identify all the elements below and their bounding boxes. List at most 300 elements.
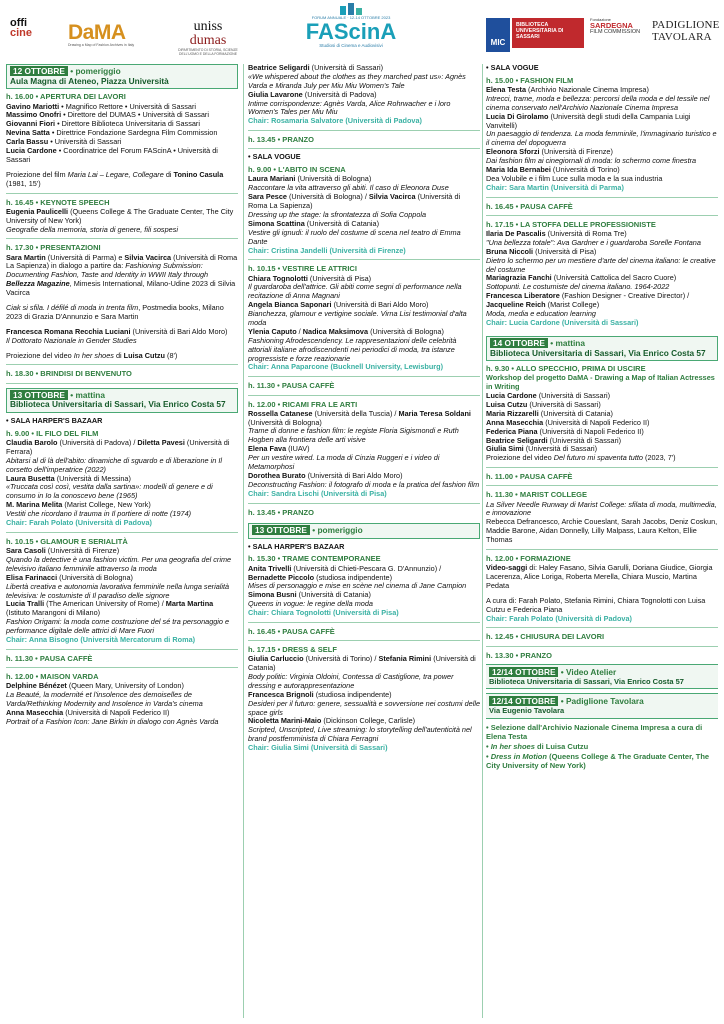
separator (486, 215, 718, 216)
speaker-affiliation: (Università di Padova) (302, 89, 377, 99)
speaker-affiliation: (Università di Napoli Federico II) (63, 707, 170, 717)
speaker-affiliation: (Università Cattolica del Sacro Cuore) (551, 273, 677, 283)
speaker-line (248, 655, 480, 673)
room-name: • SALA VOGUE (248, 152, 301, 162)
fascina-logo (296, 2, 406, 48)
session-title: h. 9.00 • IL FILO DEL FILM (6, 428, 99, 438)
uniss-logo-text: uniss (193, 19, 223, 34)
talk-title: Libertà creativa e autonomia lavorativa femminile nella lunga serialità televisiva: le costumiste di Il paradiso delle signore (6, 581, 230, 600)
separator (486, 485, 718, 486)
speaker-name: Ylenia Caputo (248, 326, 297, 336)
session-title: h. 11.30 • MARIST COLLEGE (486, 490, 587, 500)
talk-title: Raccontare la vita attraverso gli abiti. Il caso di Eleonora Duse (248, 183, 449, 193)
speaker-line (6, 254, 238, 298)
book-title: Bellezza Magazine (6, 279, 70, 289)
director-name: Luisa Cutzu (123, 350, 166, 360)
speaker-name: Massimo Onofri (6, 110, 62, 120)
padiglione-tavolara-logo (652, 20, 720, 43)
speaker-name: Eleonora Sforzi (486, 147, 540, 157)
speaker-name: Nevina Satta (6, 128, 50, 138)
session-title: h. 17.30 • PRESENTAZIONI (6, 243, 101, 253)
officine-logo (10, 18, 50, 39)
session-maison-varda-cont (248, 64, 480, 126)
session-title: h. 13.45 • PRANZO (248, 507, 314, 517)
separator (6, 238, 238, 239)
text: (Università di Padova) / (57, 438, 138, 448)
talk-title: Il Dottorato Nazionale in Gender Studies (6, 335, 137, 345)
session-vestire-attrici (248, 264, 480, 372)
speaker-affiliation: (Università di Firenze) (539, 147, 613, 157)
day-header (6, 388, 238, 413)
speaker-name: Nicoletta Marini-Maio (248, 716, 322, 726)
session-ricami (248, 400, 480, 499)
video-title: Dress in Motion (490, 752, 547, 762)
talk-title: Un paesaggio di tendenza. La moda femminile, l'immaginario turistico e il cinema del dopoguerra (486, 129, 717, 148)
session-chair: Chair: Sandra Lischi (Università di Pisa) (248, 488, 387, 498)
column-divider (243, 64, 244, 1018)
talk-title: Moda, media e education learning (486, 309, 596, 319)
day-header (486, 336, 718, 361)
program-column-2 (248, 64, 480, 756)
speaker-name: Laura Mariani (248, 174, 296, 184)
text: (Università della Tuscia) / (312, 408, 399, 418)
speaker-name: Lucia Cardone (486, 391, 537, 401)
speaker-name: Anita Trivelli (248, 563, 292, 573)
talk-title: La Silver Needle Runway di Marist College: sfilata di moda, multimedia, e innovazione (486, 499, 717, 518)
book-title: Fashioning Submission: Documenting Fashion, Taste and Identity in WWII Italy through (6, 261, 209, 280)
talk-title: Desideri per il futuro: genere, sessualità e sovversione nei costumi delle space girls (248, 698, 480, 717)
biblioteca-logo-text: BIBLIOTECA UNIVERSITARIA DI SASSARI (516, 22, 564, 40)
text: di (113, 350, 124, 360)
speaker-affiliation: (Università di Bari Aldo Moro) (331, 300, 429, 310)
day-header (248, 523, 480, 539)
session-dress-self (248, 645, 480, 753)
session-chair: Chair: Farah Polato (Università di Padova) (486, 613, 632, 623)
speaker-affiliation: (Marist College, New York) (62, 500, 151, 510)
separator (248, 130, 480, 131)
session-fashion-film (486, 76, 718, 193)
text: (Università di Chieti-Pescara G. D'Annunzio) / (291, 563, 442, 573)
mic-logo (486, 18, 510, 52)
session-title: h. 9.00 • L'ABITO IN SCENA (248, 165, 346, 175)
video-title: In her shoes (73, 350, 114, 360)
text: Proiezione del film (6, 169, 68, 179)
separator (248, 148, 480, 149)
session-stoffa (486, 220, 718, 328)
speaker-name: Silvia Vacirca (368, 192, 416, 202)
speaker-affiliation: (Università di Napoli Federico II) (543, 417, 650, 427)
session-chiusura (486, 632, 718, 641)
text: , Mimesis International, Milano-Udine 2023 di Silvia Vacirca (6, 279, 236, 298)
session-chair: Chair: Cristina Jandelli (Università di Firenze) (248, 245, 406, 255)
padiglione-tavolara-box (486, 693, 718, 719)
session-title: h. 12.00 • FORMAZIONE (486, 554, 571, 563)
talk-title: Abitarsi al di là dell'abito: dinamiche di sguardo e di liberazione in Il corsetto dell'imperatrice (2022) (6, 455, 222, 474)
speaker-affiliation: (Università di Catania) (538, 408, 613, 418)
officine-logo-text-1: offi (10, 17, 28, 29)
session-chair: Chair: Sara Martin (Università di Parma) (486, 182, 624, 192)
session-glamour (6, 537, 238, 645)
talk-title: «We whispered about the clothes as they marched past us»: Agnès Varda e Miranda July per Miu Miu Women's Tale (248, 71, 466, 90)
session-pausa (486, 202, 718, 211)
speaker-name: Maria Ida Bernabei (486, 165, 551, 175)
speaker-affiliation: (Archivio Nazionale Cinema Impresa) (526, 85, 649, 95)
speaker-affiliation: (Università di Torino) (550, 165, 620, 175)
bullet: • (486, 742, 491, 752)
session-maison-varda (6, 672, 238, 727)
talk-title: Il guardaroba dell'attrice. Gli abiti come segni di performance nella recitazione di Anna Magnani (248, 282, 462, 301)
speaker-name: Angela Bianca Saponari (248, 300, 332, 310)
speaker-affiliation: (Università di Sassari) (547, 435, 622, 445)
session-pausa (248, 381, 480, 390)
speaker-line (6, 600, 238, 618)
speaker-line (486, 292, 718, 310)
separator (486, 197, 718, 198)
participants-list: di: Haley Fasano, Silvia Garulli, Doriana Giudice, Giorgia Lacerenza, Alice Loriga, Roberta Merella, Chiara Muscio, Martina Pedata (486, 563, 713, 590)
speaker-name: Video-saggi (486, 563, 528, 573)
separator (248, 395, 480, 396)
speaker-name: Simona Scattina (248, 218, 305, 228)
uniss-logo-subtitle: DIPARTIMENTO DI STORIA, SCIENZE DELL'UOMO E DELLA FORMAZIONE (178, 48, 238, 57)
speaker-name: Maria Teresa Soldani (398, 408, 471, 418)
session-brindisi (6, 369, 238, 378)
text: (Università di Parma) e (45, 252, 125, 262)
speaker-affiliation: (Marist College) (545, 300, 600, 310)
session-filo-del-film (6, 429, 238, 528)
separator (486, 646, 718, 647)
speaker-line (486, 564, 718, 591)
speaker-affiliation: (Università di Napoli Federico II) (537, 426, 644, 436)
day-location: Biblioteca Universitaria di Sassari, Via Enrico Costa 57 (490, 347, 706, 358)
speaker-name: Nadica Maksimova (302, 326, 369, 336)
talk-title: «Truccata così così, vestita dalla sartina»: modelli di genere e di consumo in Io la conoscevo bene (1965) (6, 482, 213, 501)
session-pranzo (248, 135, 480, 144)
text: (8') (165, 350, 178, 360)
screening-line (6, 171, 238, 189)
video-atelier-box (486, 664, 718, 690)
speaker-affiliation: (Università di Bologna) (248, 417, 322, 427)
speaker-affiliation: (studiosa indipendente) (314, 572, 392, 582)
session-chair: Chair: Farah Polato (Università di Padova) (6, 518, 152, 528)
speaker-affiliation: (Queens College & The Graduate Center, The City University of New York) (6, 206, 234, 225)
book-line (6, 304, 238, 322)
speaker-name: Rossella Catanese (248, 408, 313, 418)
speaker-name: Sara Pesce (248, 192, 287, 202)
speaker-affiliation: (studiosa indipendente) (313, 689, 392, 699)
speaker-name: Laura Busetta (6, 473, 55, 483)
fascina-mark-icon (338, 2, 364, 16)
program-column-1 (6, 64, 238, 730)
speaker-affiliation: (Università di Roma La Sapienza) (248, 192, 461, 211)
session-title: h. 12.00 • RICAMI FRA LE ARTI (248, 399, 358, 409)
speaker-name: Lucia Di Girolamo (486, 111, 549, 121)
session-title: h. 11.00 • PAUSA CAFFÈ (486, 472, 573, 482)
talk-title: Fashion Origami: la moda come costruzione del sé tra personaggio e performance digitale delle attrici di Mare Fuori (6, 617, 230, 636)
session-title: h. 12.00 • MAISON VARDA (6, 672, 99, 682)
speaker-name: Claudia Barolo (6, 438, 58, 448)
exhibition-list (486, 723, 718, 771)
speaker-affiliation: (Università di Bologna) (295, 174, 372, 184)
sardegna-film-commission-logo (590, 18, 650, 36)
day-part: • mattina (67, 389, 105, 400)
dama-logo (68, 22, 160, 47)
speaker-affiliation: (Università di Ferrara) (6, 438, 230, 456)
speaker-affiliation: (Università di Bari Aldo Moro) (130, 326, 228, 336)
session-title: h. 13.30 • PRANZO (486, 650, 552, 660)
speaker-name: Bernadette Piccolo (248, 572, 315, 582)
talk-title: Scripted, Unscripted, Live streaming: lo storytelling dell'autenticità nel brand postfemminista di Chiara Ferragni (248, 725, 472, 744)
exhibition-item: • Selezione dall'Archivio Nazionale Cinema Impresa a cura di Elena Testa (486, 722, 703, 741)
talk-title: Queens in vogue: le regine della moda (248, 599, 373, 609)
speaker-name: Delphine Bénézet (6, 681, 67, 691)
day-part: • Video Atelier (558, 666, 617, 677)
speaker-name: Gavino Mariotti (6, 101, 60, 111)
room-name: • SALA HARPER'S BAZAAR (6, 416, 103, 425)
speaker-name: Bruna Niccoli (486, 246, 534, 256)
session-chair: Chair: Anna Paparcone (Bucknell University, Lewisburg) (248, 362, 444, 372)
program-column-3 (486, 64, 718, 772)
video-title: Del futuro mi spaventa tutto (553, 453, 643, 463)
session-formazione (486, 554, 718, 623)
speaker-affiliation: (IUAV) (286, 444, 310, 454)
talk-title: Mises di personaggio e mise en scène nel cinema di Jane Campion (248, 581, 467, 591)
talk-title: Body politic: Virginia Oldoini, Contessa di Castiglione, tra power dressing e autorappresentazione (248, 672, 454, 690)
speaker-name: Ilaria De Pascalis (486, 229, 546, 238)
column-divider (482, 64, 483, 1018)
talk-title: Sottopunti. Le costumiste del cinema italiano. 1964-2022 (486, 282, 670, 292)
session-title: h. 13.45 • PRANZO (248, 135, 314, 145)
text: di Luisa Cutzu (534, 742, 589, 752)
session-title: h. 11.30 • PAUSA CAFFÈ (248, 381, 335, 391)
session-title: h. 12.45 • CHIUSURA DEI LAVORI (486, 632, 605, 642)
session-pranzo (248, 508, 480, 517)
speaker-name: Mariagrazia Fanchi (486, 273, 552, 283)
video-title: In her shoes (490, 742, 535, 752)
session-trame (248, 554, 480, 617)
speaker-line (486, 113, 718, 131)
speaker-name: Luisa Cutzu (486, 400, 528, 410)
text: / (296, 326, 303, 336)
separator (248, 259, 480, 260)
separator (6, 532, 238, 533)
day-part: • pomeriggio (67, 66, 121, 76)
speaker-name: Giulia Carluccio (248, 654, 304, 664)
speaker-name: Elena Fava (248, 444, 287, 454)
speaker-affiliation: (Università di Sassari) (536, 391, 611, 401)
speaker-line (6, 439, 238, 457)
speaker-line (248, 565, 480, 583)
speaker-name: Dorothea Burato (248, 470, 306, 480)
session-title: h. 16.45 • PAUSA CAFFÈ (486, 201, 573, 211)
speaker-name: Anna Masecchia (486, 417, 544, 427)
speaker-name: Federica Piana (486, 426, 538, 436)
speaker-affiliation: • Coordinatrice del Forum FAScinA • Università di Sassari (6, 146, 218, 164)
day-location: Biblioteca Universitaria di Sassari, Via Enrico Costa 57 (489, 676, 684, 686)
speaker-affiliation: (Università di Firenze) (45, 546, 120, 556)
separator (248, 503, 480, 504)
session-title: h. 17.15 • LA STOFFA DELLE PROFESSIONISTE (486, 219, 656, 229)
director-name: Tonino Casula (173, 169, 224, 179)
talk-title: La Beauté, la modernité et l'insolence des demoiselles de Varda/Rethinking Modernity and Insolence in Varda's cinema (6, 690, 203, 708)
text: Proiezione del video (486, 453, 554, 463)
speaker-line (6, 147, 238, 165)
session-chair: Chair: Lucia Cardone (Università di Sassari) (486, 317, 639, 327)
session-pausa (6, 654, 238, 663)
session-title: h. 10.15 • GLAMOUR E SERIALITÀ (6, 536, 128, 546)
exhibition-item (486, 752, 718, 770)
sfc-logo-text-2: SARDEGNA (590, 21, 633, 31)
talk-title: Portrait of a Fashion Icon: Jane Birkin in dialogo con Agnès Varda (6, 716, 219, 726)
separator (486, 627, 718, 628)
day-part: • pomeriggio (309, 524, 363, 535)
session-chair: Chair: Chiara Tognolotti (Università di Pisa) (248, 608, 399, 618)
session-chair: Chair: Anna Bisogno (Università Mercatorum di Roma) (6, 634, 196, 644)
separator (6, 667, 238, 668)
speaker-affiliation: (Istituto Marangoni di Milano) (6, 608, 101, 618)
speaker-name: Lucia Cardone (6, 146, 57, 156)
talk-title: Dea Volubile e i film Luce sulla moda e la sua industria (486, 173, 663, 183)
speaker-name: Silvia Vacirca (124, 252, 172, 262)
speaker-name: Marta Martina (165, 599, 214, 609)
text: (Queens College & The Graduate Center, The City University of New York) (486, 752, 710, 771)
speaker-line (248, 410, 480, 428)
speaker-affiliation: (Università di Roma Tre) (545, 229, 627, 238)
day-part: • Padiglione Tavolara (558, 696, 644, 707)
talk-title: Dressing up the stage: la sfrontatezza di Sofia Coppola (248, 209, 427, 219)
separator (6, 649, 238, 650)
separator (248, 640, 480, 641)
sfc-logo-text-3: FILM COMMISSION (590, 29, 641, 36)
text: Proiezione del video (6, 350, 74, 360)
dama-logo-subtitle: Drawing a Map of Fashion Archives in Italy (68, 43, 135, 47)
speaker-name: Elena Testa (486, 85, 527, 95)
speaker-name: Giulia Simi (486, 444, 524, 454)
separator (248, 622, 480, 623)
screening-line (486, 454, 718, 463)
speaker-affiliation: (Università di Sassari) (309, 63, 384, 72)
speaker-name: Sara Casoli (6, 546, 46, 556)
session-title: h. 15.00 • FASHION FILM (486, 75, 574, 85)
talk-title: Trame di donne e fashion film: le registe Floria Sigismondi e Ruth Hogben alla frontiera delle arti visive (248, 426, 459, 445)
speaker-affiliation: (Università di Catania) (248, 654, 476, 673)
talk-title: "Una bellezza totale": Ava Gardner e i guardaroba Sorelle Fontana (486, 237, 701, 247)
text: , Postmedia books, Milano 2023 di Grazia D'Annunzio e Sara Martin (6, 302, 224, 321)
speaker-name: Anna Masecchia (6, 707, 64, 717)
session-title: h. 15.30 • TRAME CONTEMPORANEE (248, 554, 381, 564)
text: (The American University of Rome) / (44, 599, 166, 609)
day-location: Biblioteca Universitaria di Sassari, Via Enrico Costa 57 (10, 399, 226, 410)
logo-strip (0, 0, 724, 60)
text: (Università di Roma La Sapienza) in dialogo a partire da: (6, 252, 238, 271)
day-date-badge: 12 OTTOBRE (10, 66, 68, 76)
sfc-logo-text-1: Fondazione (590, 17, 611, 22)
session-title: h. 16.45 • PAUSA CAFFÈ (248, 626, 335, 636)
speaker-affiliation: • Università di Sassari (48, 137, 122, 147)
separator (486, 549, 718, 550)
book-title: Ciak si sfila. I défilé di moda in trenta film (6, 302, 139, 312)
separator (248, 376, 480, 377)
biblioteca-logo (512, 18, 584, 48)
session-title: h. 18.30 • BRINDISI DI BENVENUTO (6, 369, 132, 379)
fascina-logo-text: FAScinA (305, 18, 397, 44)
fascina-logo-topline: FORUM ANNUALE · 12-14 OTTOBRE 2023 (311, 15, 391, 20)
talk-title: Vestiti che ricordano il trauma in Il portiere di notte (1974) (6, 509, 192, 519)
exhibition-item (486, 742, 718, 751)
speaker-affiliation: (Queen Mary, University of London) (66, 681, 184, 691)
session-title: h. 16.45 • KEYNOTE SPEECH (6, 197, 110, 207)
session-pausa (486, 472, 718, 481)
speaker-name: Lucia Tralli (6, 599, 45, 609)
film-title: Maria Lai – Legare, Collegare (67, 169, 164, 179)
fascina-logo-subtitle: Studiosi di Cinema e Audiovisivi (319, 42, 383, 48)
session-allo-specchio (486, 364, 718, 463)
speaker-affiliation: • Direttore Biblioteca Universitaria di Sassari (55, 119, 200, 129)
speaker-name: Chiara Tognolotti (248, 273, 308, 283)
speaker-name: Eugenia Paulicelli (6, 206, 69, 216)
session-title: h. 16.00 • APERTURA DEI LAVORI (6, 92, 126, 102)
speaker-affiliation: • Direttrice Fondazione Sardegna Film Commission (49, 128, 218, 138)
talk-title: Intime corrispondenze: Agnès Varda, Alice Rohrwacher e i loro Women's Tales per Miu Miu (248, 98, 451, 117)
dama-logo-text: DaMA (68, 21, 126, 44)
session-subtitle: Workshop del progetto DaMA - Drawing a Map of Italian Actresses in Writing (486, 373, 715, 392)
day-date-badge: 14 OTTOBRE (490, 338, 548, 348)
day-location: Via Eugenio Tavolara (489, 706, 565, 716)
officine-logo-text-2: cine (10, 27, 33, 40)
room-name: • SALA VOGUE (486, 63, 539, 72)
session-presentazioni (6, 243, 238, 360)
room-name: • SALA HARPER'S BAZAAR (248, 541, 345, 551)
text: di (163, 169, 174, 179)
text: (Fashion Designer - Creative Director) / (559, 291, 690, 301)
curators-line: A cura di: Farah Polato, Stefania Rimini, Chiara Tognolotti con Luisa Cutzu e Federica Piana (486, 595, 706, 614)
speaker-affiliation: • Direttore del DUMAS • Università di Sassari (61, 110, 209, 120)
session-apertura (6, 92, 238, 188)
speaker-affiliation: (Università di Bologna) (57, 572, 133, 582)
talk-title: Dietro lo schermo per un mestiere d'arte del cinema italiano: le creative del costume (486, 255, 716, 274)
dumas-logo-text: dumas (189, 33, 227, 48)
separator (6, 364, 238, 365)
speaker-name: Maria Rizzarelli (486, 408, 539, 418)
speaker-name: Carla Bassu (6, 137, 49, 147)
speaker-affiliation: (Università di Catania) (296, 590, 371, 600)
talk-title: Intrecci, trame, moda e bellezza: percorsi della moda e del tessile nel cinema conservato nell'Archivio Nazionale Cinema Impresa (486, 93, 710, 112)
session-chair: Chair: Rosamaria Salvatore (Università di Padova) (248, 116, 422, 126)
talk-title: Vestire gli ignudi: il ruolo del costume di scena nel teatro di Emma Dante (248, 227, 461, 246)
day-date-badge: 12/14 OTTOBRE (489, 667, 558, 677)
day-part: • mattina (547, 337, 585, 348)
speaker-affiliation: (Università di Catania) (304, 218, 379, 228)
speaker-affiliation: (Dickinson College, Carlisle) (321, 716, 416, 726)
talk-title: Deconstructing Fashion: il fotografo di moda e la pratica del fashion film (248, 479, 480, 489)
talk-title: Geografie della memoria, storia di genere, fili sospesi (6, 224, 178, 234)
speaker-name: Giulia Lavarone (248, 89, 303, 99)
participants-list: Rebecca Defrancesco, Archie Coueslant, Sarah Jacobs, Deniz Coskun, Maddie Barone, Aidan Donnelly, Lilly Malpass, Laura Kelton, Ellie Thomas (486, 517, 718, 545)
text: (2023, 7') (642, 453, 676, 463)
text: (1981, 15') (6, 178, 41, 188)
speaker-affiliation: • Magnifico Rettore • Università di Sassari (59, 101, 197, 111)
speaker-name: Elisa Farinacci (6, 572, 58, 582)
day-date-badge: 13 OTTOBRE (10, 390, 68, 400)
speaker-name: Stefania Rimini (378, 654, 432, 664)
uniss-dumas-logo (168, 20, 248, 56)
speaker-name: Diletta Pavesi (137, 438, 185, 448)
speaker-affiliation: (Università di Pisa) (533, 246, 597, 256)
speaker-affiliation: (Università di Sassari) (527, 400, 601, 410)
talk-title: Quando la detective è una fashion victim. Per una geografia del crime televisivo italiano femminile attraverso la moda (6, 554, 232, 573)
speaker-name: Francesca Romana Recchia Luciani (6, 326, 131, 336)
session-keynote (6, 198, 238, 235)
session-marist (486, 490, 718, 545)
